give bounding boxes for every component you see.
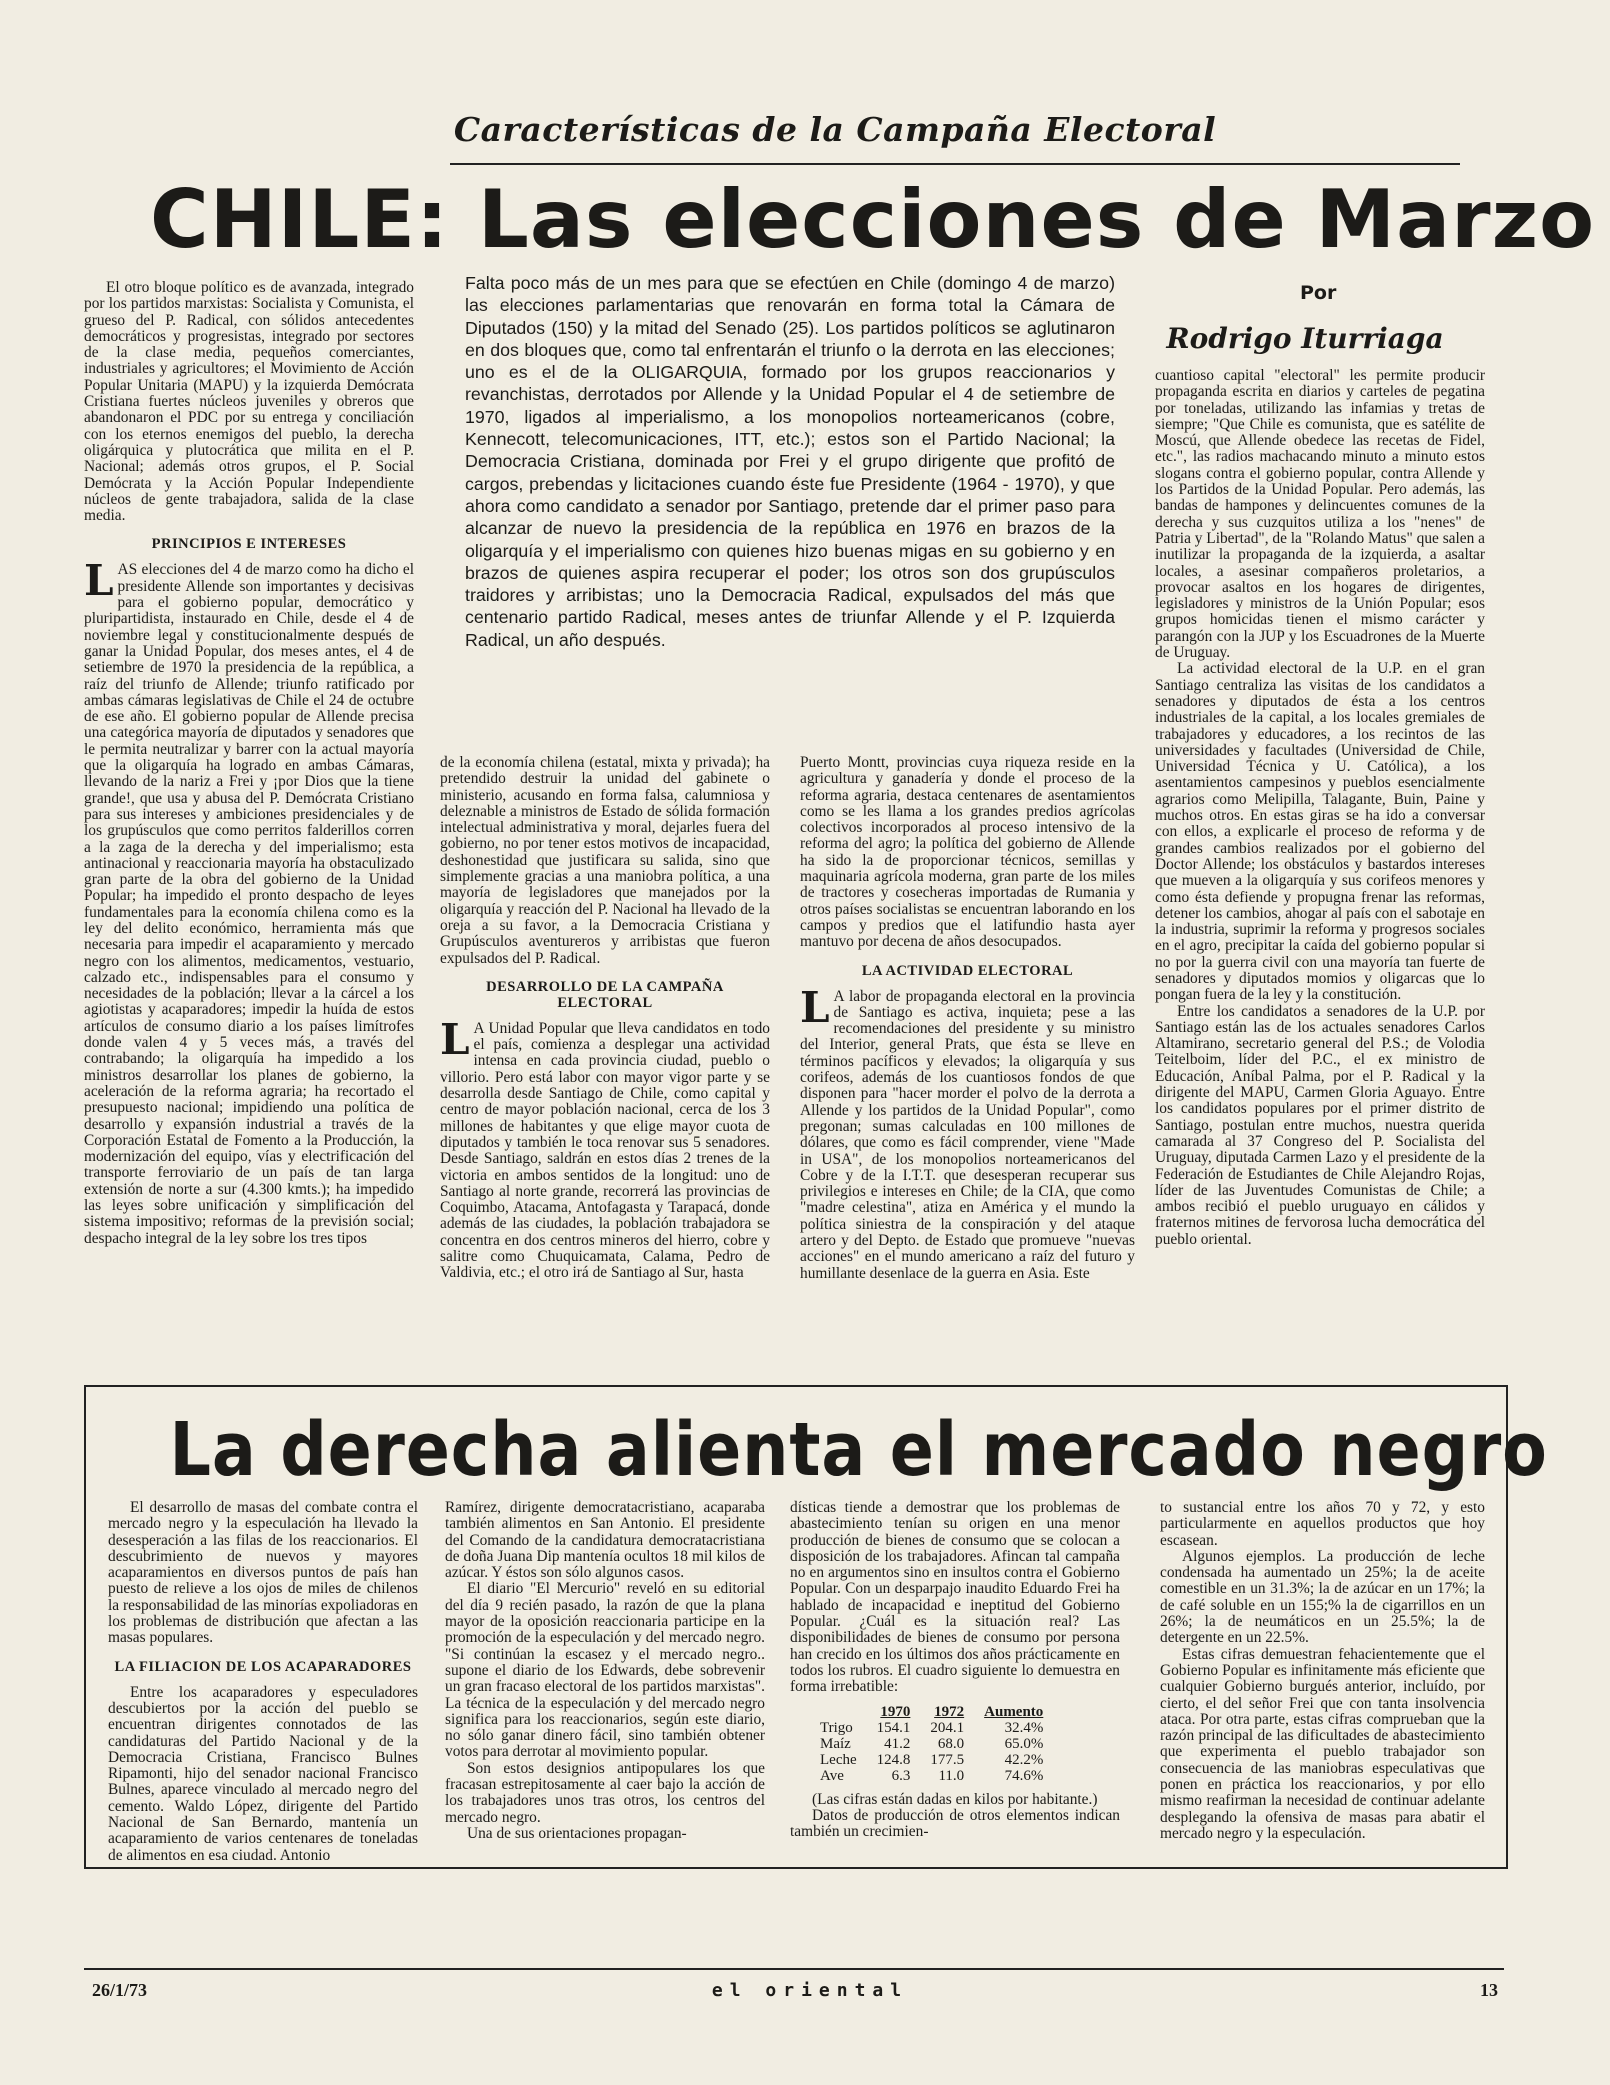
table-cell: Trigo (820, 1719, 853, 1736)
table-row (820, 1736, 1053, 1752)
issue-date: 26/1/73 (92, 1980, 148, 2000)
subheading-filiacion: LA FILIACION DE LOS ACAPARADORES (114, 1658, 412, 1675)
drop-cap: L (800, 982, 830, 1032)
paragraph: El otro bloque político es de avanzada, integrado por los partidos marxistas: Socialista y Comunista, el grueso del P. Radical, con sólidos antecedentes democráticos y progresistas, integrado por sectores de la clase media, pequeños comerciantes, industriales y agricultores; el Movimiento de Acción Popular Unitaria (MAPU) y la izquierda Demócrata Cristiana fuertes núcleos juveniles y obreros que abandonaron el PDC por su entrega y conciliación con los eternos enemigos del pueblo, la derecha oligárquica y plutocrática que milita en el P. Nacional; además otros grupos, el P. Social Demócrata y la Acción Popular Independiente núcleos de gente trabajadora, salida de la clase media. (84, 279, 414, 525)
paragraph: Puerto Montt, provincias cuya riqueza reside en la agricultura y ganadería y donde el proceso de la reforma agraria, destaca centenares de asentamientos como se les llama a los grandes predios agrícolas colectivos incorporados al proceso intensivo de la reforma del agro; la política del gobierno de Allende ha sido la de proporcionar técnicos, semillas y maquinaria agrícola moderna, gran parte de los miles de tractores y cosecheras importadas de Rumania y otros países socialistas se encuentran laborando en los campos y predios que el latifundio hasta ayer mantuvo por decena de años desocupados. (800, 754, 1135, 951)
subheading-desarrollo: DESARROLLO DE LA CAMPAÑA ELECTORAL (486, 978, 724, 1011)
drop-cap: L (440, 1014, 470, 1064)
drop-cap: L (84, 556, 114, 606)
table-row (820, 1752, 1053, 1768)
table-cell: 124.8 (876, 1751, 911, 1768)
table-row (820, 1720, 1053, 1736)
article-column-4 (1155, 368, 1485, 1370)
article-column-3 (800, 755, 1135, 1370)
footer-rule (84, 1968, 1504, 1970)
byline-author: Rodrigo Iturriaga (1166, 322, 1444, 355)
publication-name: el oriental (711, 1980, 909, 2001)
paragraph (440, 1014, 770, 1282)
paragraph: (Las cifras están dadas en kilos por habitante.) (812, 1790, 1098, 1808)
paragraph-text: A Unidad Popular que lleva candidatos en todo el país, comienza a desplegar una actividad intensa en cada provincia ciudad, pueblo o villorio. Pero está labor con mayor vigor parte y se desarrolla desde Santiago de Chile, como capital y centro de mayor población nacional, cerca de los 3 millones de habitantes y que elige mayor cuota de diputados y también le toca renovar sus 5 senadores. Desde Santiago, saldrán en estos días 2 trenes de la victoria en ambos sentidos de la longitud: uno de Santiago al norte grande, recorrerá las provincias de Coquimbo, Atacama, Antofagasta y Tarapacá, donde además de las ciudades, la población trabajadora se concentra en dos centros mineros del hierro, cobre y salitre como Chuquicamata, Calama, Pedro de Valdivia, etc.; el otro irá de Santiago al Sur, hasta (440, 1019, 770, 1282)
subheading-principios: PRINCIPIOS E INTERESES (151, 536, 347, 553)
table-cell: 74.6% (1004, 1767, 1044, 1784)
paragraph: Son estos designios antipopulares los que fracasan estrepitosamente al caer bajo la acción de los trabajadores unos tras otros, los centros del mercado negro. (445, 1759, 765, 1826)
table-cell: Leche (820, 1751, 857, 1768)
top-rule (450, 163, 1460, 165)
paragraph: Estas cifras demuestran fehacientemente que el Gobierno Popular es infinitamente más eficiente que cualquier Gobierno burgués anterior, incluído, por cierto, el del señor Frei que con tanta insolvencia ataca. Por otra parte, estas cifras comprueban que la razón principal de las dificultades de abastecimiento que experimenta el pueblo trabajador son consecuencia de las maniobras especulativas que ponen en práctica los reaccionarios, y por ello mismo reafirman la necesidad de continuar adelante desplegando la ofensiva de masas para abatir el mercado negro y la especulación. (1160, 1645, 1485, 1842)
table-cell: 32.4% (1004, 1719, 1044, 1736)
table-cell: 41.2 (884, 1735, 911, 1752)
article-intro: Falta poco más de un mes para que se efectúen en Chile (domingo 4 de marzo) las elecciones parlamentarias que renovarán en forma total la Cámara de Diputados (150) y la mitad del Senado (25). Los partidos políticos se aglutinaron en dos bloques que, como tal enfrentarán el triunfo o la derrota en las elecciones; uno es el de la OLIGARQUIA, formado por los grupos reaccionarios y revanchistas, derrotados por Allende y la Unidad Popular el 4 de setiembre de 1970, ligados al imperialismo, a los monopolios norteamericanos (cobre, Kennecott, telecomunicaciones, ITT, etc.); estos son el Partido Nacional; la Democracia Cristiana, dominada por Frei y el grupo dirigente que profitó de cargos, prebendas y licitaciones cuando éste fue Presidente (1964 - 1970), y que ahora como candidato a senador por Santiago, pretende dar el primer paso para alcanzar de nuevo la presidencia de la república en 1976 en brazos de la oligarquía y el imperialismo con quienes hizo buenas migas en su gobierno y en brazos de quienes aspira recuperar el poder; los otros son dos grupúsculos traidores y arribistas; uno la Democracia Radical, expulsados del más que centenario partido Radical, meses antes de triunfar Allende y el P. Izquierda Radical, un año después. (465, 273, 1115, 650)
table-header: 1972 (934, 1703, 965, 1720)
subheading-actividad: LA ACTIVIDAD ELECTORAL (861, 962, 1074, 979)
paragraph: La actividad electoral de la U.P. en el gran Santiago centraliza las visitas de los candidatos a senadores y diputados de ésta a los centros industriales de la capital, a los locales gremiales de trabajadores y educadores, a los recintos de las universidades y facultades (Universidad de Chile, Universidad Técnica y U. Católica), a los asentamientos campesinos y pueblos esencialmente agrarios como Melipilla, Talagante, Buin, Paine y muchos otros. En estas giras se ha ido a conversar con ellos, a explicarle el proceso de reforma y de grandes cambios realizados por el gobierno del Doctor Allende; los obstáculos y bastardos intereses que mueven a la oligarquía y sus corifeos menores y como ésta defiende y propugna frenar las reformas, detener los cambios, ahogar al país con el sabotaje en la industria, suprimir la reforma y progresos sociales en el agro, precipitar la caída del gobierno popular si no por la guerra civil con una mayoría tan fuerte de senadores y diputados momios y oligarcas que lo pongan fuera de la ley y la constitución. (1155, 660, 1485, 1004)
production-table (820, 1704, 1053, 1784)
byline-por: Por (1300, 282, 1337, 304)
paragraph: El desarrollo de masas del combate contra el mercado negro y la especulación ha llevado la desesperación a las filas de los reaccionarios. El descubrimiento de nuevos y mayores acaparamientos en diversos puntos de país han puesto de relieve a los ojos de miles de chilenos la responsabilidad de las minorías expoliadoras en los problemas de distribución que afectan a las masas populares. (108, 1499, 418, 1647)
paragraph (800, 982, 1135, 1282)
table-cell: 154.1 (876, 1719, 911, 1736)
paragraph: Una de sus orientaciones propagan- (467, 1824, 687, 1842)
main-headline: CHILE: Las elecciones de Marzo (150, 173, 1596, 266)
table-header-row (820, 1704, 1053, 1720)
paragraph: cuantioso capital "electoral" les permite producir propaganda escrita en diarios y carteles de pegatina por toneladas, utilizando las infamias y tretas de siempre; "Que Chile es comunista, que es satélite de Moscú, que Allende obedece las recetas de Fidel, etc.", las radios machacando minuto a minuto estos slogans contra el gobierno popular, contra Allende y los Partidos de la Unidad Popular. Pero además, las bandas de hampones y delincuentes comunes de la derecha y sus cuzquitos utiliza a los "nenes" de Patria y Libertad", de la "Rolando Matus" que salen a inutilizar la propaganda de la izquierda, a asaltar locales, a asesinar compañeros proletarios, a provocar asaltos en los hogares de dirigentes, legisladores y ministros de la Unión Popular; esos grupos homicidas tienen el mismo carácter y parangón con la JUP y los Escuadrones de la Muerte de Uruguay. (1155, 367, 1485, 662)
paragraph: Algunos ejemplos. La producción de leche condensada ha aumentado un 25%; la de aceite comestible en un 31.3%; la de azúcar en un 17%; la de café soluble en un 155;% la de cigarrillos en un 26%; la de neumáticos en un 25.5%; la de detergente en un 22.5%. (1160, 1547, 1485, 1647)
table-cell: 177.5 (930, 1751, 965, 1768)
boxed-column-2 (445, 1500, 765, 1855)
boxed-column-3 (790, 1500, 1120, 1855)
paragraph: dísticas tiende a demostrar que los problemas de abastecimiento tenían su origen en una menor producción de bienes de consumo que se colocan a disposición de los trabajadores. Afincan tal campaña no en argumentos sino en insultos contra el Gobierno Popular. Con un desparpajo inaudito Eduardo Frei ha hablado de incapacidad e ineptitud del Gobierno Popular. ¿Cuál es la situación real? Las disponibilidades de bienes de consumo por persona han crecido en los últimos dos años prácticamente en todos los rubros. El cuadro siguiente lo demuestra en forma irrebatible: (790, 1499, 1120, 1696)
table-cell: 42.2% (1004, 1751, 1044, 1768)
paragraph: Entre los candidatos a senadores de la U.P. por Santiago están las de los actuales senadores Carlos Altamirano, secretario general del P.S.; de Volodia Teitelboim, líder del P.C., el ex ministro de Educación, Aníbal Palma, por el P. Radical y la dirigente del MAPU, Carmen Gloria Aguayo. Entre los candidatos populares por el primer distrito de Santiago, postulan entre muchos, nuestra querida camarada al 37 Congreso del P. Socialista del Uruguay, diputada Carmen Lazo y el presidente de la Federación de Estudiantes de Chile Alejandro Rojas, líder de las Juventudes Comunistas de Chile; a ambos recibió el pueblo uruguayo en cálidos y fraternos mitines de fervorosa lucha democrática del pueblo oriental. (1155, 1002, 1485, 1248)
table-cell: Maíz (820, 1735, 851, 1752)
table-cell: 204.1 (930, 1719, 965, 1736)
table-header (820, 1704, 867, 1720)
table-header: 1970 (880, 1703, 911, 1720)
second-headline: La derecha alienta el mercado negro (169, 1407, 1548, 1493)
article-column-2 (440, 755, 770, 1370)
table-header: Aumento (984, 1703, 1044, 1720)
table-cell: 11.0 (938, 1767, 965, 1784)
paragraph-text: A labor de propaganda electoral en la provincia de Santiago es activa, inquieta; pese a las recomendaciones del presidente y su ministro del Interior, general Prats, que ésta se lleve en términos pacíficos y elevados; la oligarquía y sus corifeos, además de los cuantiosos fondos de que disponen para "hacer morder el polvo de la derrota a Allende y los partidos de la Unidad Popular", como pregonan; sumas calculadas en 100 millones de dólares, que como es fácil comprender, viene "Made in USA", de los monopolios norteamericanos del Cobre y de la I.T.T. que desesperan recuperar sus privilegios e intereses en Chile; de la CIA, que como "madre celestina", atiza en América y el mundo la política siniestra de la conspiración y del ataque artero y del Depto. de Estado que promueve "nuevas acciones" en el mundo americano a raíz del futuro y humillante desenlace de la guerra en Asia. Este (800, 987, 1135, 1282)
paragraph-text: AS elecciones del 4 de marzo como ha dicho el presidente Allende son importantes y decisivas para el gobierno popular, democrático y pluripartidista, instaurado en Chile, desde el 4 de noviembre legal y constitucionalmente después de ganar la Unidad Popular, dos meses antes, el 4 de setiembre de 1970 la presidencia de la república, a raíz del triunfo de Allende; triunfo ratificado por ambas cámaras legislativas de Chile el 24 de octubre de ese año. El gobierno popular de Allende precisa una categórica mayoría de diputados y senadores que le permita neutralizar y barrer con la actual mayoría que la oligarquía ha logrado en ambas Cámaras, llevando de la nariz a Frei y ¡por Dios que la tiene grande!, que usa y abusa del P. Demócrata Cristiano para sus intereses y ambiciones presidenciales y de los grupúsculos que como perritos falderillos corren a la zaga de la derecha y del imperialismo; esta antinacional y reaccionaria mayoría ha obstaculizado gran parte de la obra del gobierno de la Unidad Popular; ha impedido el pronto despacho de leyes fundamentales para la economía chilena como es la ley del delito económico, herramienta más que necesaria para impedir el acaparamiento y mercado negro con los alimentos, medicamentos, vestuario, calzado etc., indispensables para el consumo y necesidades de la población; llevar a la cárcel a los agiotistas y acaparadores; impedir la huída de estos artículos de consumo diario a los países limítrofes donde valen 4 y 5 veces más, a través del contrabando; la oligarquía ha impedido a los ministros desarrollar los planes de gobierno, la aceleración de la reforma agraria; ha recortado el presupuesto nacional; impidiendo una política de desarrollo y expansión industrial a través de la Corporación Estatal de Fomento a la Producción, la modernización del equipo, vías y electrificación del transporte ferroviario de un país de tan larga extensión de norte a sur (4.300 kmts.); ha impedido las leyes sobre unificación y simplificación del sistema impositivo; reformas de la previsión social; despacho integral de la ley sobre los tres tipos (84, 561, 414, 1247)
table-cell: 65.0% (1004, 1735, 1044, 1752)
section-kicker: Características de la Campaña Electoral (453, 110, 1217, 149)
paragraph: Entre los acaparadores y especuladores descubiertos por la acción del pueblo se encuentran dirigentes connotados de las candidaturas del Partido Nacional y de la Democracia Cristiana, Francisco Bulnes Ripamonti, hijo del senador nacional Francisco Bulnes, aparece vinculado al mercado negro del cemento. Waldo López, dirigente del Partido Nacional de San Bernardo, mantenía un acaparamiento de varios centenares de toneladas de alimentos en esa ciudad. Antonio (108, 1683, 418, 1864)
article-column-1 (84, 280, 414, 1370)
boxed-column-4 (1160, 1500, 1485, 1855)
paragraph: to sustancial entre los años 70 y 72, y esto particularmente en aquellos productos que hoy escasean. (1160, 1499, 1485, 1549)
table-cell: 68.0 (937, 1735, 965, 1752)
paragraph: Ramírez, dirigente democratacristiano, acaparaba también alimentos en San Antonio. El presidente del Comando de la candidatura democratacristiana de doña Juana Dip mantenía ocultos 18 mil kilos de azúcar. Y éstos son sólo algunos casos. (445, 1499, 765, 1582)
table-row (820, 1768, 1053, 1784)
page-number: 13 (1480, 1980, 1498, 2000)
paragraph: de la economía chilena (estatal, mixta y privada); ha pretendido destruir la unidad del gabinete o ministerio, acusando en forma falsa, calumniosa y deleznable a ministros de Estado de sólida formación intelectual administrativa y moral, dejarles fuera del gobierno, no por tener estos motivos de incapacidad, deshonestidad que justificara su salida, sino que simplemente gracias a una maniobra política, a una mayoría de legisladores que manejados por la oligarquía y reacción del P. Nacional ha llevado de la oreja a su favor, a la Democracia Cristiana y Grupúsculos aventureros y arribistas que fueron expulsados del P. Radical. (440, 754, 770, 967)
boxed-column-1 (108, 1499, 418, 1864)
table-cell: Ave (820, 1767, 844, 1784)
paragraph: Datos de producción de otros elementos indican también un crecimien- (790, 1806, 1120, 1841)
paragraph (84, 556, 414, 1247)
table-cell: 6.3 (891, 1767, 911, 1784)
paragraph: El diario "El Mercurio" reveló en su editorial del día 9 recién pasado, la razón de que la plana mayor de la oposición reaccionaria participe en la promoción de la especulación y del mercado negro. "Si continúan la escasez y el mercado negro.. supone el diario de los Edwards, debe sobrevenir un gran fracaso electoral de los partidos marxistas". La técnica de la especulación y del mercado negro significa para los reaccionarios, según este diario, no sólo ganar dinero fácil, sino también obtener votos para derrotar al movimiento popular. (445, 1580, 765, 1761)
